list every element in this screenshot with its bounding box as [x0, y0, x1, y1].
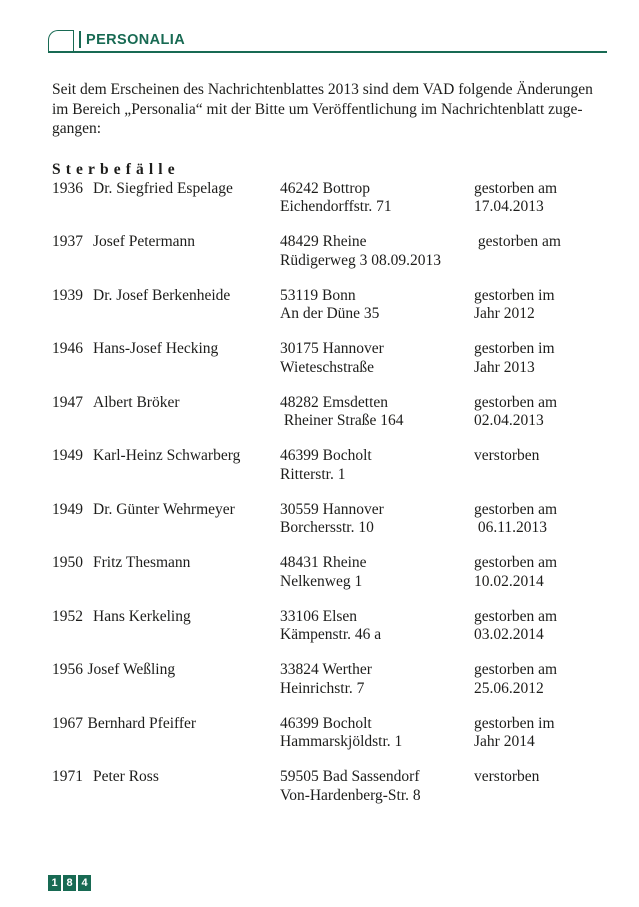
status-cell: [474, 501, 606, 538]
year-cell: 1949: [52, 447, 83, 464]
year-cell: 1952: [52, 607, 83, 625]
table-row: [52, 287, 606, 324]
address-cell: [280, 287, 474, 324]
status-line: Jahr 2013: [474, 358, 535, 376]
year-cell: 1939: [52, 286, 83, 304]
status-cell: [474, 233, 606, 270]
address-line: 59505 Bad Sassendorf: [280, 768, 420, 785]
header-separator-line: [79, 31, 81, 48]
page-digit-box: 8: [63, 875, 76, 891]
address-line: 53119 Bonn: [280, 286, 356, 304]
status-line: 03.02.2014: [474, 626, 544, 643]
address-line: 48429 Rheine: [280, 233, 367, 250]
status-line: Jahr 2014: [474, 733, 535, 750]
address-line: Borchersstr. 10: [280, 519, 374, 536]
address-line: 30559 Hannover: [280, 500, 384, 518]
table-row: [52, 180, 606, 217]
address-cell: [280, 180, 474, 217]
status-cell: [474, 340, 606, 377]
header-band: [48, 28, 607, 53]
content-area: [52, 80, 606, 822]
intro-line: gangen:: [52, 120, 102, 137]
status-line: gestorben am: [474, 393, 558, 411]
name-cell: Josef Weßling: [87, 661, 176, 678]
year-cell: 1937: [52, 233, 83, 250]
address-line: Nelkenweg 1: [280, 572, 363, 590]
person-cell: [52, 768, 280, 805]
status-cell: [474, 608, 606, 645]
table-row: [52, 447, 606, 484]
status-line: verstorben: [474, 768, 540, 785]
table-row: [52, 554, 606, 591]
year-cell: 1950: [52, 554, 83, 571]
person-cell: [52, 501, 280, 538]
table-row: [52, 608, 606, 645]
status-line: gestorben am: [474, 554, 558, 571]
status-line: gestorben am: [474, 233, 561, 250]
address-cell: [280, 394, 474, 431]
name-cell: Josef Petermann: [93, 233, 196, 250]
person-cell: [52, 394, 280, 431]
name-cell: Dr. Siegfried Espelage: [93, 179, 233, 197]
status-cell: [474, 554, 606, 591]
person-cell: [52, 661, 280, 698]
status-cell: [474, 447, 606, 484]
page-title: PERSONALIA: [86, 32, 186, 48]
address-cell: [280, 554, 474, 591]
address-cell: [280, 340, 474, 377]
address-line: Wieteschstraße: [280, 358, 375, 376]
table-row: [52, 233, 606, 270]
address-line: 48431 Rheine: [280, 554, 367, 571]
address-cell: [280, 233, 474, 270]
status-line: 25.06.2012: [474, 679, 544, 697]
name-cell: Bernhard Pfeiffer: [87, 714, 197, 732]
name-cell: Dr. Josef Berkenheide: [93, 286, 231, 304]
page-digit-box: 4: [78, 875, 91, 891]
address-cell: [280, 661, 474, 698]
status-line: 17.04.2013: [474, 198, 544, 215]
address-line: Rheiner Straße 164: [280, 412, 404, 429]
status-line: gestorben am: [474, 500, 558, 518]
status-cell: [474, 287, 606, 324]
status-line: gestorben im: [474, 340, 555, 357]
status-line: gestorben im: [474, 286, 555, 304]
header-corner-mark: [48, 30, 74, 51]
status-line: gestorben am: [474, 179, 558, 197]
address-cell: [280, 768, 474, 805]
status-cell: [474, 180, 606, 217]
table-row: [52, 661, 606, 698]
section-heading: Sterbefälle: [52, 160, 180, 178]
address-line: 33824 Werther: [280, 661, 372, 678]
status-cell: [474, 661, 606, 698]
address-line: An der Düne 35: [280, 305, 380, 322]
status-line: gestorben am: [474, 607, 558, 625]
person-cell: [52, 715, 280, 752]
page-number: [48, 875, 91, 891]
status-line: gestorben am: [474, 661, 558, 678]
page-digit-box: 1: [48, 875, 61, 891]
name-cell: Karl-Heinz Schwarberg: [93, 447, 241, 464]
address-cell: [280, 608, 474, 645]
address-line: 46399 Bocholt: [280, 447, 372, 464]
status-line: Jahr 2012: [474, 305, 535, 322]
name-cell: Peter Ross: [93, 768, 159, 785]
person-cell: [52, 608, 280, 645]
intro-paragraph: [52, 80, 606, 139]
status-line: gestorben im: [474, 714, 555, 732]
name-cell: Hans Kerkeling: [93, 607, 191, 625]
address-line: Ritterstr. 1: [280, 465, 346, 483]
person-cell: [52, 180, 280, 217]
address-cell: [280, 447, 474, 484]
person-cell: [52, 447, 280, 484]
table-row: [52, 340, 606, 377]
person-cell: [52, 340, 280, 377]
person-cell: [52, 287, 280, 324]
address-line: 48282 Emsdetten: [280, 393, 389, 411]
address-cell: [280, 715, 474, 752]
address-line: Eichendorffstr. 71: [280, 198, 392, 215]
year-cell: 1947: [52, 393, 83, 411]
year-cell: 1971: [52, 768, 83, 785]
address-line: Rüdigerweg 3 08.09.2013: [280, 251, 442, 269]
status-cell: [474, 715, 606, 752]
year-cell: 1956: [52, 661, 83, 678]
status-line: 10.02.2014: [474, 572, 544, 590]
address-line: 30175 Hannover: [280, 340, 384, 357]
intro-line: im Bereich „Personalia“ mit der Bitte um Veröffentlichung im Nachrichtenblatt zuge-: [52, 100, 583, 118]
deaths-table: [52, 180, 606, 806]
table-row: [52, 768, 606, 805]
address-line: Heinrichstr. 7: [280, 679, 365, 697]
year-cell: 1967: [52, 714, 83, 732]
address-line: Hammarskjöldstr. 1: [280, 733, 403, 750]
status-line: 06.11.2013: [474, 519, 548, 536]
address-line: 46399 Bocholt: [280, 714, 372, 732]
name-cell: Hans-Josef Hecking: [93, 340, 219, 357]
year-cell: 1949: [52, 500, 83, 518]
address-cell: [280, 501, 474, 538]
intro-line: Seit dem Erscheinen des Nachrichtenblattes 2013 sind dem VAD folgende Änderungen: [52, 81, 593, 98]
status-cell: [474, 394, 606, 431]
address-line: Von-Hardenberg-Str. 8: [280, 786, 421, 804]
person-cell: [52, 554, 280, 591]
table-row: [52, 394, 606, 431]
address-line: Kämpenstr. 46 a: [280, 626, 382, 643]
status-cell: [474, 768, 606, 805]
table-row: [52, 501, 606, 538]
name-cell: Albert Bröker: [93, 393, 180, 411]
address-line: 33106 Elsen: [280, 607, 358, 625]
name-cell: Dr. Günter Wehrmeyer: [93, 500, 235, 518]
address-line: 46242 Bottrop: [280, 179, 370, 197]
person-cell: [52, 233, 280, 270]
status-line: 02.04.2013: [474, 412, 544, 429]
status-line: verstorben: [474, 447, 540, 464]
name-cell: Fritz Thesmann: [93, 554, 191, 571]
year-cell: 1946: [52, 340, 83, 357]
table-row: [52, 715, 606, 752]
year-cell: 1936: [52, 179, 83, 197]
